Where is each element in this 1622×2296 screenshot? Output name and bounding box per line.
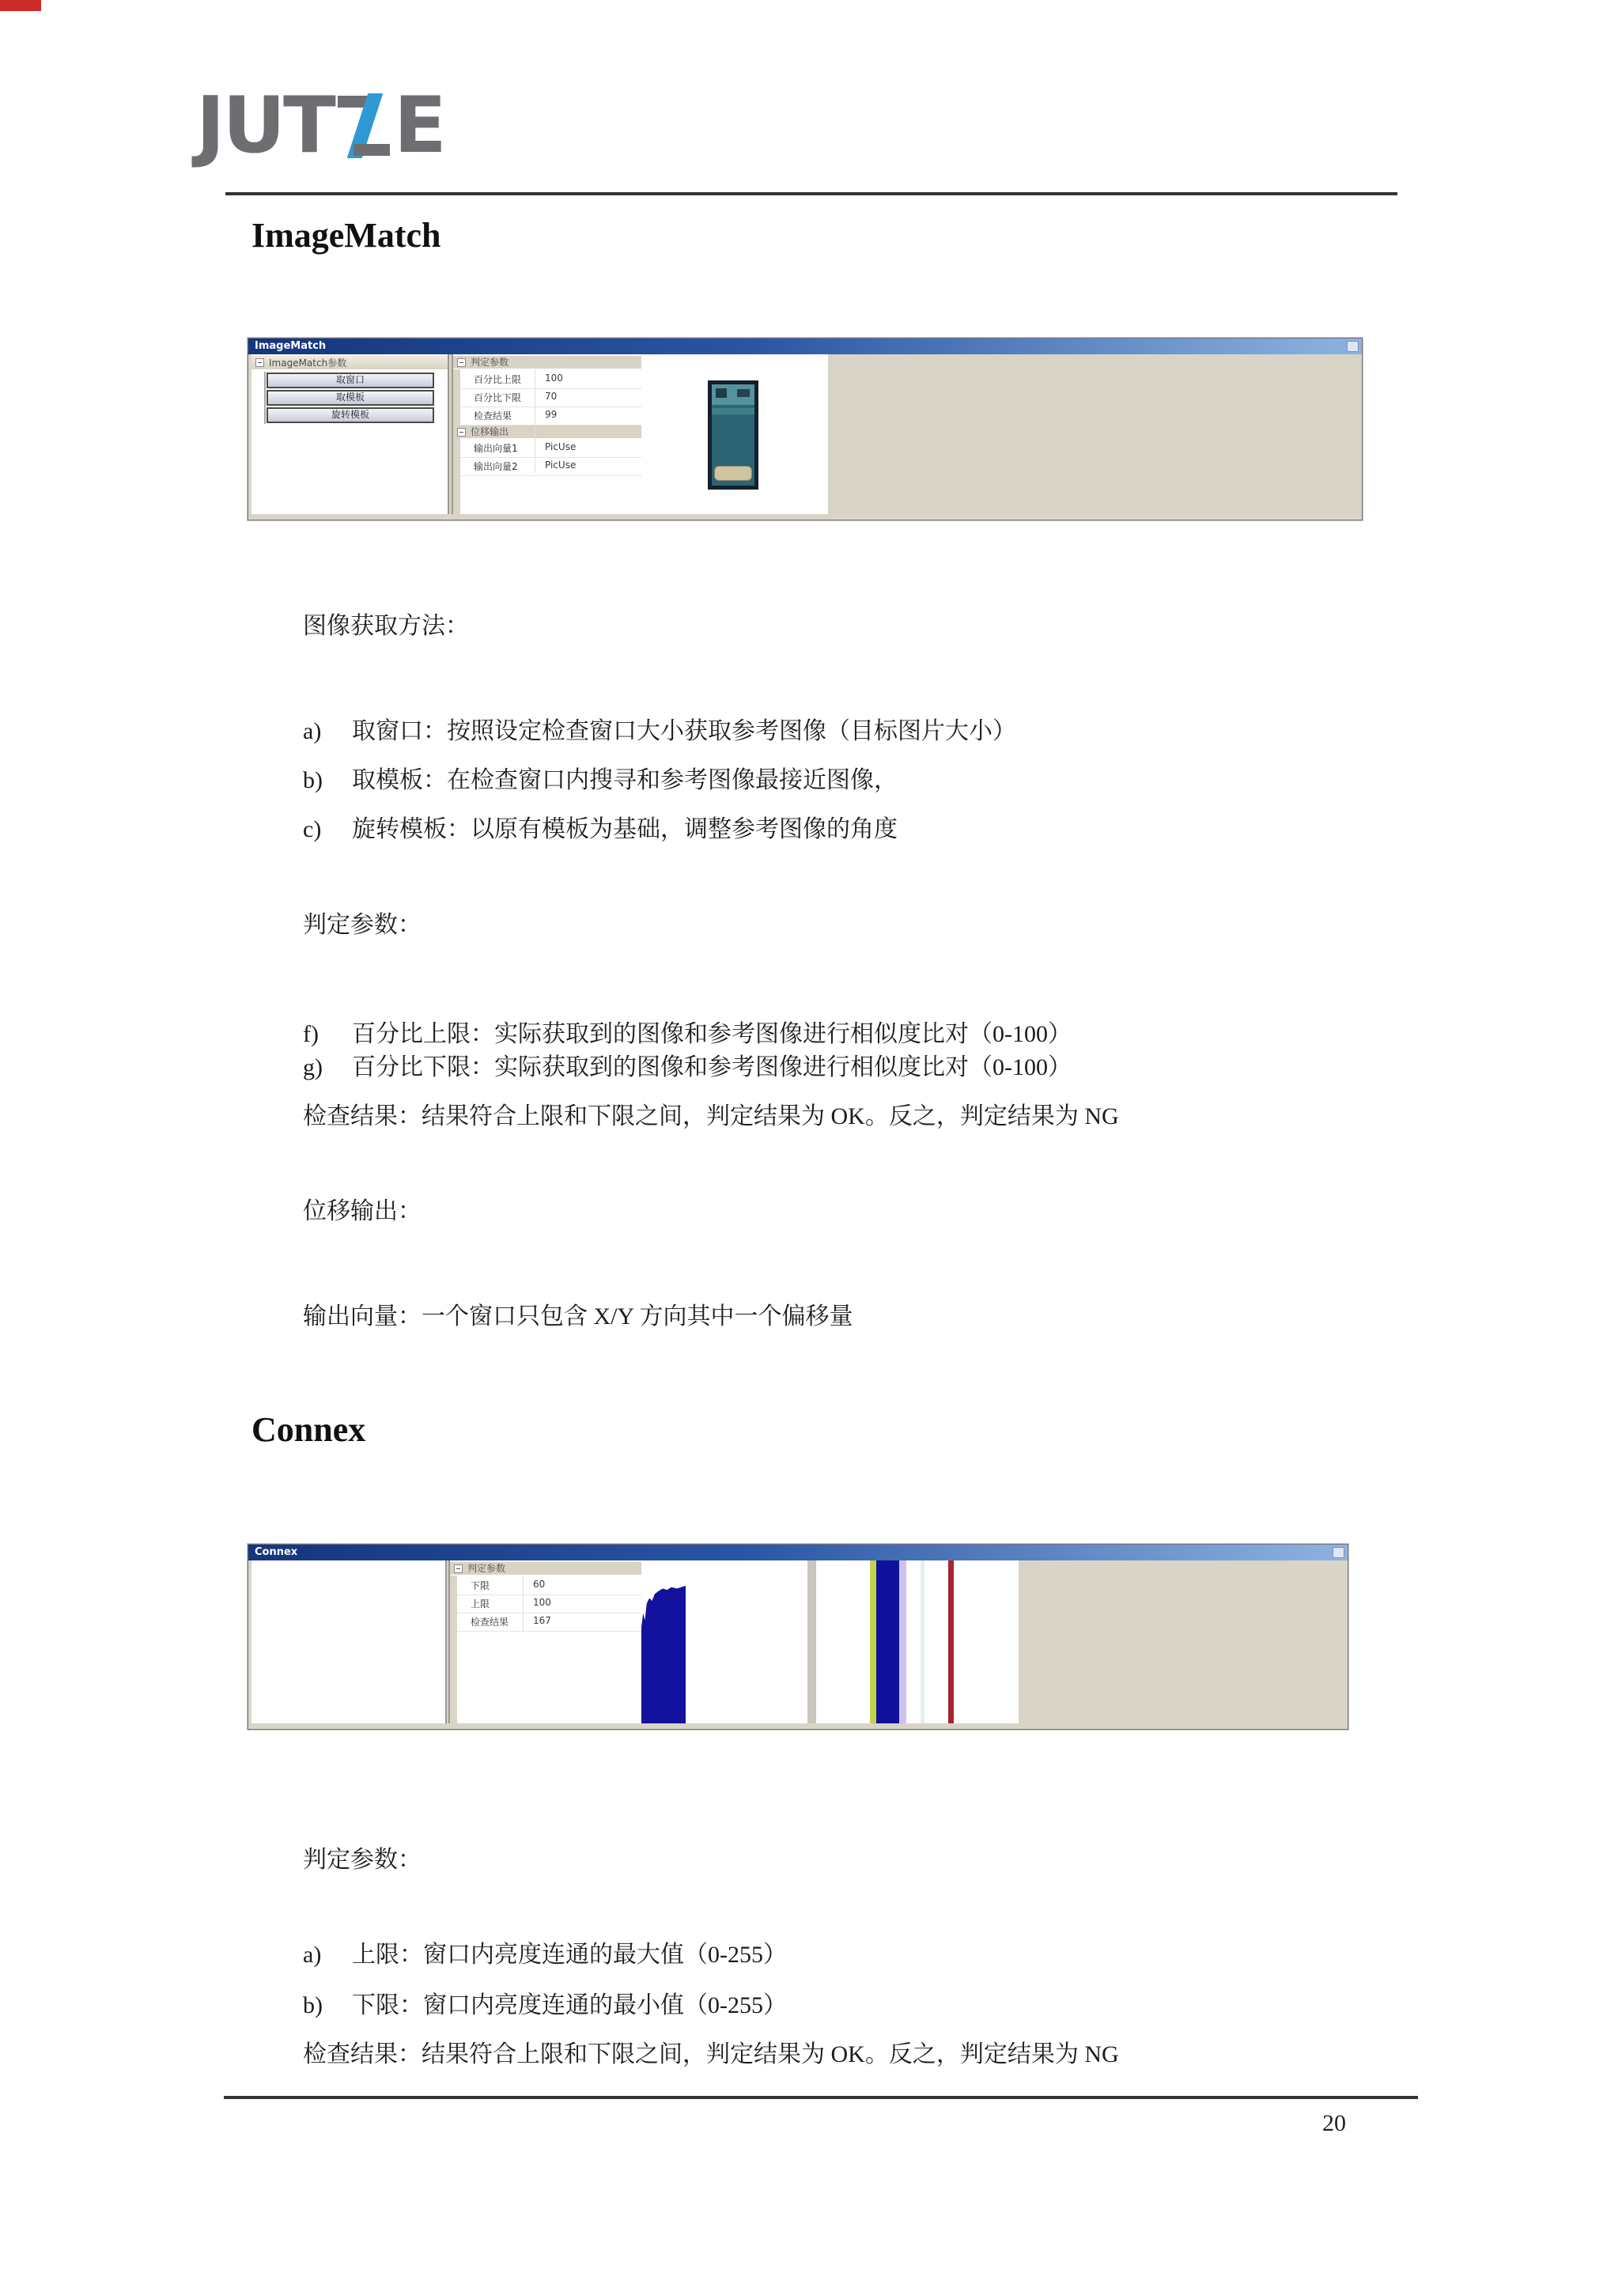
list-item-a2: a) 上限：窗口内亮度连通的最大值（0-255） <box>303 1942 787 1968</box>
property-value[interactable]: PicUse <box>545 460 577 471</box>
footer-rule <box>224 2096 1418 2099</box>
property-value[interactable]: 99 <box>545 409 558 420</box>
page-number: 20 <box>1322 2110 1346 2136</box>
logo-text-jut: JUT <box>196 81 334 171</box>
connex-left-panel <box>251 1560 447 1723</box>
connex-titlebar[interactable] <box>248 1545 1348 1560</box>
connex-histogram-panel-1 <box>641 1560 807 1723</box>
list-item-c: c) 旋转模板：以原有模板为基础，调整参考图像的角度 <box>303 816 898 842</box>
panel-divider <box>807 1560 816 1723</box>
imagematch-tree-panel <box>251 354 449 514</box>
property-row: 检查结果 99 <box>460 407 643 426</box>
property-row: 下限 60 <box>457 1576 641 1595</box>
offset-output-group-header: 位移输出 <box>453 426 643 438</box>
imagematch-preview-panel <box>641 354 828 514</box>
property-row: 输出向量1 PicUse <box>460 439 643 458</box>
component-mid-band <box>712 408 754 414</box>
collapse-box-icon[interactable] <box>457 358 466 367</box>
imagematch-close-button[interactable] <box>1347 341 1359 352</box>
grid-selector-strip <box>450 1575 457 1723</box>
connex-dialog <box>248 1544 1348 1730</box>
component-mark <box>737 389 750 397</box>
property-row: 百分比上限 100 <box>460 370 643 389</box>
component-bottom-cap <box>714 466 752 481</box>
list-item-g: g) 百分比下限：实际获取到的图像和参考图像进行相似度比对（0-100） <box>303 1054 1072 1080</box>
judge-params-heading: 判定参数： <box>303 912 422 938</box>
collapse-box-icon[interactable] <box>255 358 264 367</box>
property-value[interactable]: PicUse <box>545 441 577 452</box>
imagematch-title-text: ImageMatch <box>255 340 327 352</box>
list-item-f: f) 百分比上限：实际获取到的图像和参考图像进行相似度比对（0-100） <box>303 1021 1072 1047</box>
list-item-a: a) 取窗口：按照设定检查窗口大小获取参考图像（目标图片大小） <box>303 718 1016 744</box>
threshold-line-purple <box>899 1560 906 1723</box>
section-heading-connex: Connex <box>251 1410 366 1449</box>
connex-histogram-panel-2 <box>816 1560 1019 1723</box>
property-row: 输出向量2 PicUse <box>460 457 643 476</box>
component-mark <box>716 388 727 398</box>
check-result-note: 检查结果：结果符合上限和下限之间，判定结果为 OK。反之，判定结果为 NG <box>303 1103 1119 1129</box>
logo-z-glyph <box>338 96 390 156</box>
take-window-button[interactable]: 取窗口 <box>267 373 434 388</box>
section-heading-imagematch: ImageMatch <box>251 216 441 255</box>
page-corner-red-mark <box>0 0 41 11</box>
connex-close-button[interactable] <box>1333 1547 1344 1558</box>
tree-indent-line <box>264 372 266 424</box>
judge-params-group-header: 判定参数 <box>450 1562 641 1575</box>
judge-params-heading-2: 判定参数： <box>303 1847 422 1873</box>
output-vector-note: 输出向量：一个窗口只包含 X/Y 方向其中一个偏移量 <box>303 1303 853 1330</box>
imagematch-dialog <box>248 338 1363 520</box>
imagematch-tree-header: ImageMatch参数 <box>251 356 448 369</box>
list-item-b: b) 取模板：在检查窗口内搜寻和参考图像最接近图像， <box>303 767 898 793</box>
property-row: 百分比下限 70 <box>460 388 643 407</box>
threshold-line-cyan <box>921 1560 924 1723</box>
imagematch-property-grid <box>452 354 645 514</box>
collapse-box-icon[interactable] <box>454 1564 463 1573</box>
threshold-line-green <box>870 1560 876 1723</box>
judge-params-group-header: 判定参数 <box>453 356 643 369</box>
imagematch-titlebar[interactable] <box>248 339 1362 354</box>
histogram-blue-mass <box>641 1586 686 1723</box>
acquisition-heading: 图像获取方法： <box>303 613 469 639</box>
property-value[interactable]: 167 <box>533 1615 551 1626</box>
check-result-note-2: 检查结果：结果符合上限和下限之间，判定结果为 OK。反之，判定结果为 NG <box>303 2041 1119 2067</box>
collapse-box-icon[interactable] <box>457 428 466 437</box>
property-row: 上限 100 <box>457 1594 641 1613</box>
property-value[interactable]: 60 <box>533 1579 546 1590</box>
take-template-button[interactable]: 取模板 <box>267 390 434 406</box>
list-item-b2: b) 下限：窗口内亮度连通的最小值（0-255） <box>303 1992 787 2018</box>
logo-z-bottom-bar <box>354 144 390 156</box>
threshold-line-red <box>948 1560 954 1723</box>
component-photo <box>708 380 758 490</box>
header-rule <box>225 192 1397 195</box>
histogram-blue-bar <box>876 1560 899 1723</box>
logo-text-e: E <box>393 81 444 171</box>
connex-property-grid <box>448 1560 643 1723</box>
jutze-logo <box>196 82 444 169</box>
grid-selector-strip <box>453 369 460 514</box>
connex-title-text: Connex <box>255 1546 298 1558</box>
property-value[interactable]: 70 <box>545 391 558 402</box>
property-row: 检查结果 167 <box>457 1613 641 1632</box>
grid-column-divider <box>523 1575 524 1631</box>
rotate-template-button[interactable]: 旋转模板 <box>267 407 434 423</box>
property-value[interactable]: 100 <box>533 1597 551 1608</box>
offset-output-heading: 位移输出： <box>303 1198 422 1224</box>
property-value[interactable]: 100 <box>545 373 563 384</box>
